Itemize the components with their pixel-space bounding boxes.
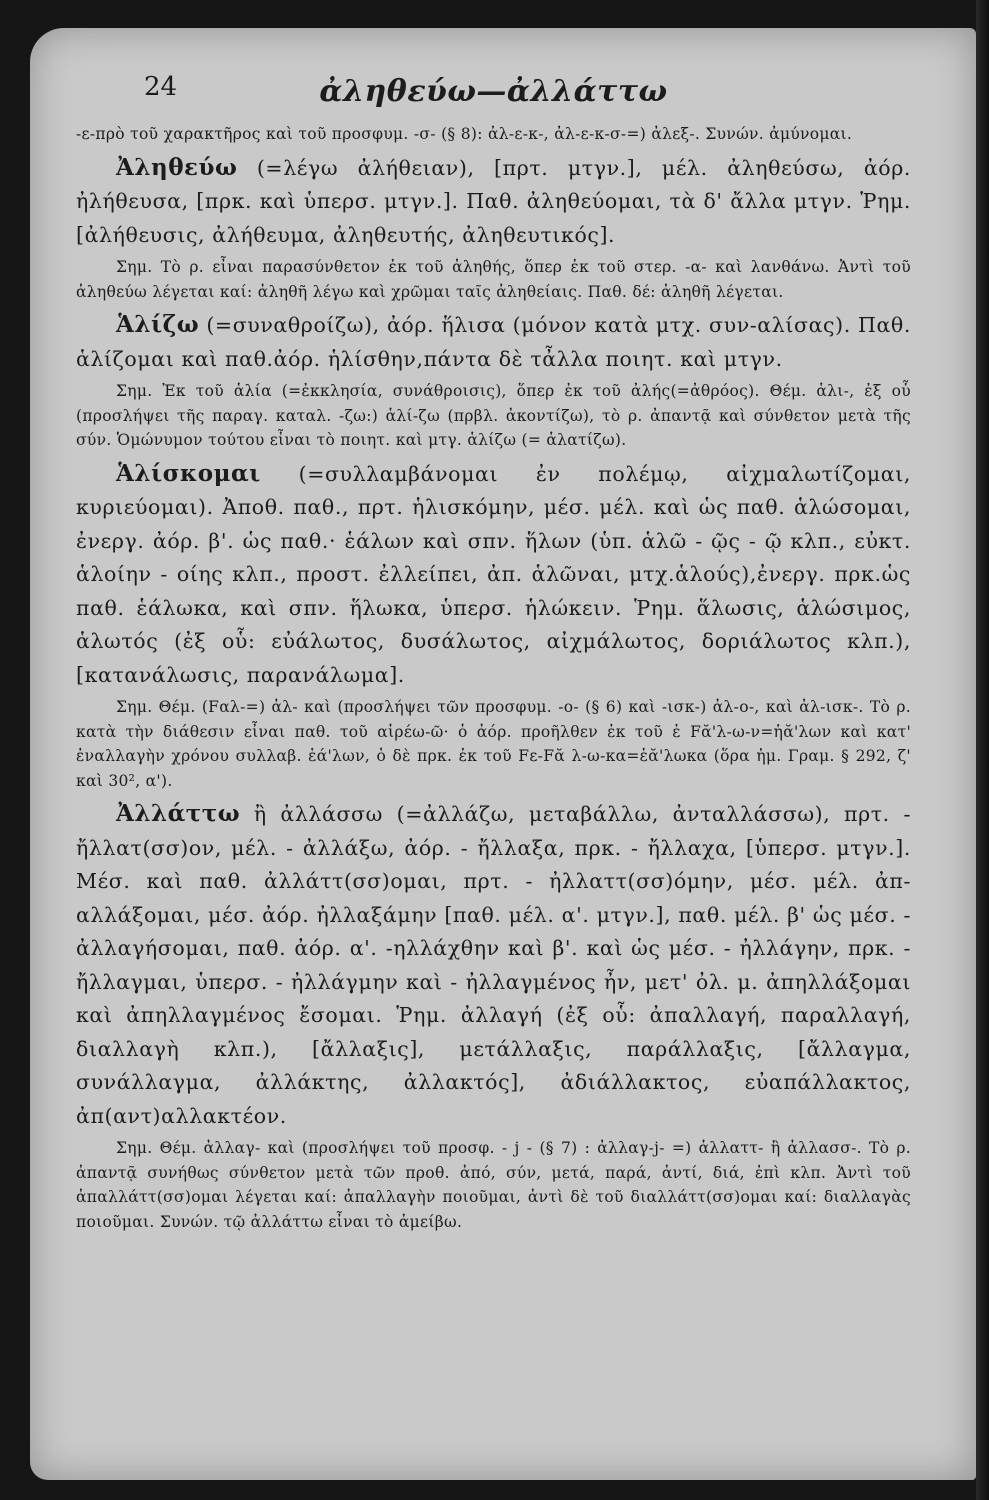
page-header [76,72,911,122]
continuation-note: -ε-πρὸ τοῦ χαρακτῆρος καὶ τοῦ προσφυμ. -σ- (§ 8): ἀλ-ε-κ-, ἀλ-ε-κ-σ-=) ἀλεξ-. Συνών. ἀμύνομαι. [76,125,853,143]
book-gutter [976,0,989,1500]
entry-note: Σημ. Θέμ. ἀλλαγ- καὶ (προσλήψει τοῦ προσφ. - j - (§ 7) : ἀλλαγ-j- =) ἀλλαττ- ἢ ἀλλασσ-. Τὸ ρ. ἀπαντᾷ συνήθως σύνθετον μετὰ τῶν προθ. ἀπό, σύν, μετά, παρά, ἀντί, διά, ἐπὶ κλπ. Ἀντὶ τοῦ ἀπαλλάττ(σσ)ομαι λέγεται καί: ἀπαλλαγὴν ποιοῦμαι, ἀντὶ δὲ τοῦ διαλλάττ(σσ)ομαι καί: διαλλαγὰς ποιοῦμαι. Συνών. τῷ ἀλλάττω εἶναι τὸ ἀμείβω. [76,1139,911,1231]
entry-text: (=συλλαμβάνομαι ἐν πολέμῳ, αἰχμαλωτίζομαι, κυριεύομαι). Ἀποθ. παθ., πρτ. ἡλισκόμην, μέσ. μέλ. καὶ ὡς παθ. ἁλώσομαι, ἐνεργ. ἀόρ. β'. ὡς παθ.· ἑάλων καὶ σπν. ἥλων (ὑπ. ἁλῶ - ῷς - ῷ κλπ., εὐκτ. ἁλοίην - οίης κλπ., προστ. ἐλλείπει, ἀπ. ἁλῶναι, μτχ.ἁλούς),ἐνεργ. πρκ.ὡς παθ. ἑάλωκα, καὶ σπν. ἥλωκα, ὑπερσ. ἡλώκειν. Ῥημ. ἅλωσις, ἁλώσιμος, ἁλωτός (ἐξ οὗ: εὐάλωτος, δυσάλωτος, αἰχμάλωτος, δοριάλωτος κλπ.), [κατανάλωσις, παρανάλωμα]. [76,461,911,687]
running-head: ἀληθεύω—ἀλλάττω [319,74,668,109]
entry-note: Σημ. Θέμ. (Fαλ-=) ἁλ- καὶ (προσλήψει τῶν προσφυμ. -ο- (§ 6) καὶ -ισκ-) ἁλ-ο-, καὶ ἁλ-ισκ-. Τὸ ρ. κατὰ τὴν διάθεσιν εἶναι παθ. τοῦ αἱρέω-ῶ· ὁ ἀόρ. προῆλθεν ἐκ τοῦ ἐ Fᾰ'λ-ω-ν=ἡᾰ'λων καὶ κατ' ἐναλλαγὴν χρόνου συλλαβ. ἑά'λων, ὁ δὲ πρκ. ἐκ τοῦ Fε-Fᾰ λ-ω-κα=ἑᾰ'λωκα (ὅρα ἡμ. Γραμ. § 292, ζ' καὶ 30², α'). [76,698,911,790]
entry-aletheuo [76,151,911,253]
entry-text: (=λέγω ἀλήθειαν), [πρτ. μτγν.], μέλ. ἀληθεύσω, ἀόρ. ἠλήθευσα, [πρκ. καὶ ὑπερσ. μτγν.]. Παθ. ἀληθεύομαι, τὰ δ' ἄλλα μτγν. Ῥημ. [ἀλήθευσις, ἀλήθευμα, ἀληθευτής, ἀληθευτικός]. [76,155,911,247]
entry-note: Σημ. Τὸ ρ. εἶναι παρασύνθετον ἐκ τοῦ ἀληθής, ὅπερ ἐκ τοῦ στερ. -α- καὶ λανθάνω. Ἀντὶ τοῦ ἀληθεύω λέγεται καί: ἀληθῆ λέγω καὶ χρῶμαι ταῖς ἀληθείαις. Παθ. δέ: ἀληθῆ λέγεται. [76,258,911,301]
headword: Ἁλίζω [116,311,200,338]
page-content [76,72,911,1234]
entry-note: Σημ. Ἐκ τοῦ ἁλία (=ἐκκλησία, συνάθροισις), ὅπερ ἐκ τοῦ ἀλής(=ἀθρόος). Θέμ. ἁλι-, ἐξ οὗ (προσλήψει τῆς παραγ. καταλ. -ζω:) ἁλί-ζω (πρβλ. ἀκοντίζω), τὸ ρ. ἀπαντᾷ καὶ σύνθετον μετὰ τῆς σύν. Ὁμώνυμον τούτου εἶναι τὸ ποιητ. καὶ μτγ. ἁλίζω (= ἁλατίζω). [76,382,911,449]
entry-halizo [76,308,911,376]
entry-text: ἢ ἀλλάσσω (=ἀλλάζω, μεταβάλλω, ἀνταλλάσσω), πρτ. - ἤλλατ(σσ)ον, μέλ. - ἀλλάξω, ἀόρ. - ἤλλαξα, πρκ. - ἤλλαχα, [ὑπερσ. μτγν.]. Μέσ. καὶ παθ. ἀλλάττ(σσ)ομαι, πρτ. - ἠλλαττ(σσ)όμην, μέσ. μέλ. ἀπ-αλλάξομαι, μέσ. ἀόρ. ἠλλαξάμην [παθ. μέλ. α'. μτγν.], παθ. μέλ. β' ὡς μέσ. - ἀλλαγήσομαι, παθ. ἀόρ. α'. -ηλλάχθην καὶ β'. καὶ ὡς μέσ. - ἠλλάγην, πρκ. - ἤλλαγμαι, ὑπερσ. - ἠλλάγμην καὶ - ἠλλαγμένος ἦν, μετ' ὀλ. μ. ἀπηλλάξομαι καὶ ἀπηλλαγμένος ἔσομαι. Ῥημ. ἀλλαγή (ἐξ οὗ: ἀπαλλαγή, παραλλαγή, διαλλαγὴ κλπ.), [ἄλλαξις], μετάλλαξις, παράλλαξις, [ἄλλαγμα, συνάλλαγμα, ἀλλάκτης, ἀλλακτός], ἀδιάλλακτος, εὐαπάλλακτος, ἀπ(αντ)αλλακτέον. [76,802,911,1128]
entry-haliskomai [76,457,911,693]
headword: Ἁλίσκομαι [116,459,261,487]
page-number: 24 [144,72,178,102]
headword: Ἀλλάττω [116,800,241,827]
entry-text: (=συναθροίζω), ἀόρ. ἥλισα (μόνον κατὰ μτχ. συν-αλίσας). Παθ. ἁλίζομαι καὶ παθ.ἀόρ. ἡλίσθην,πάντα δὲ τἆλλα ποιητ. καὶ μτγν. [76,313,911,371]
entry-allatto [76,797,911,1133]
headword: Ἀληθεύω [116,153,238,181]
